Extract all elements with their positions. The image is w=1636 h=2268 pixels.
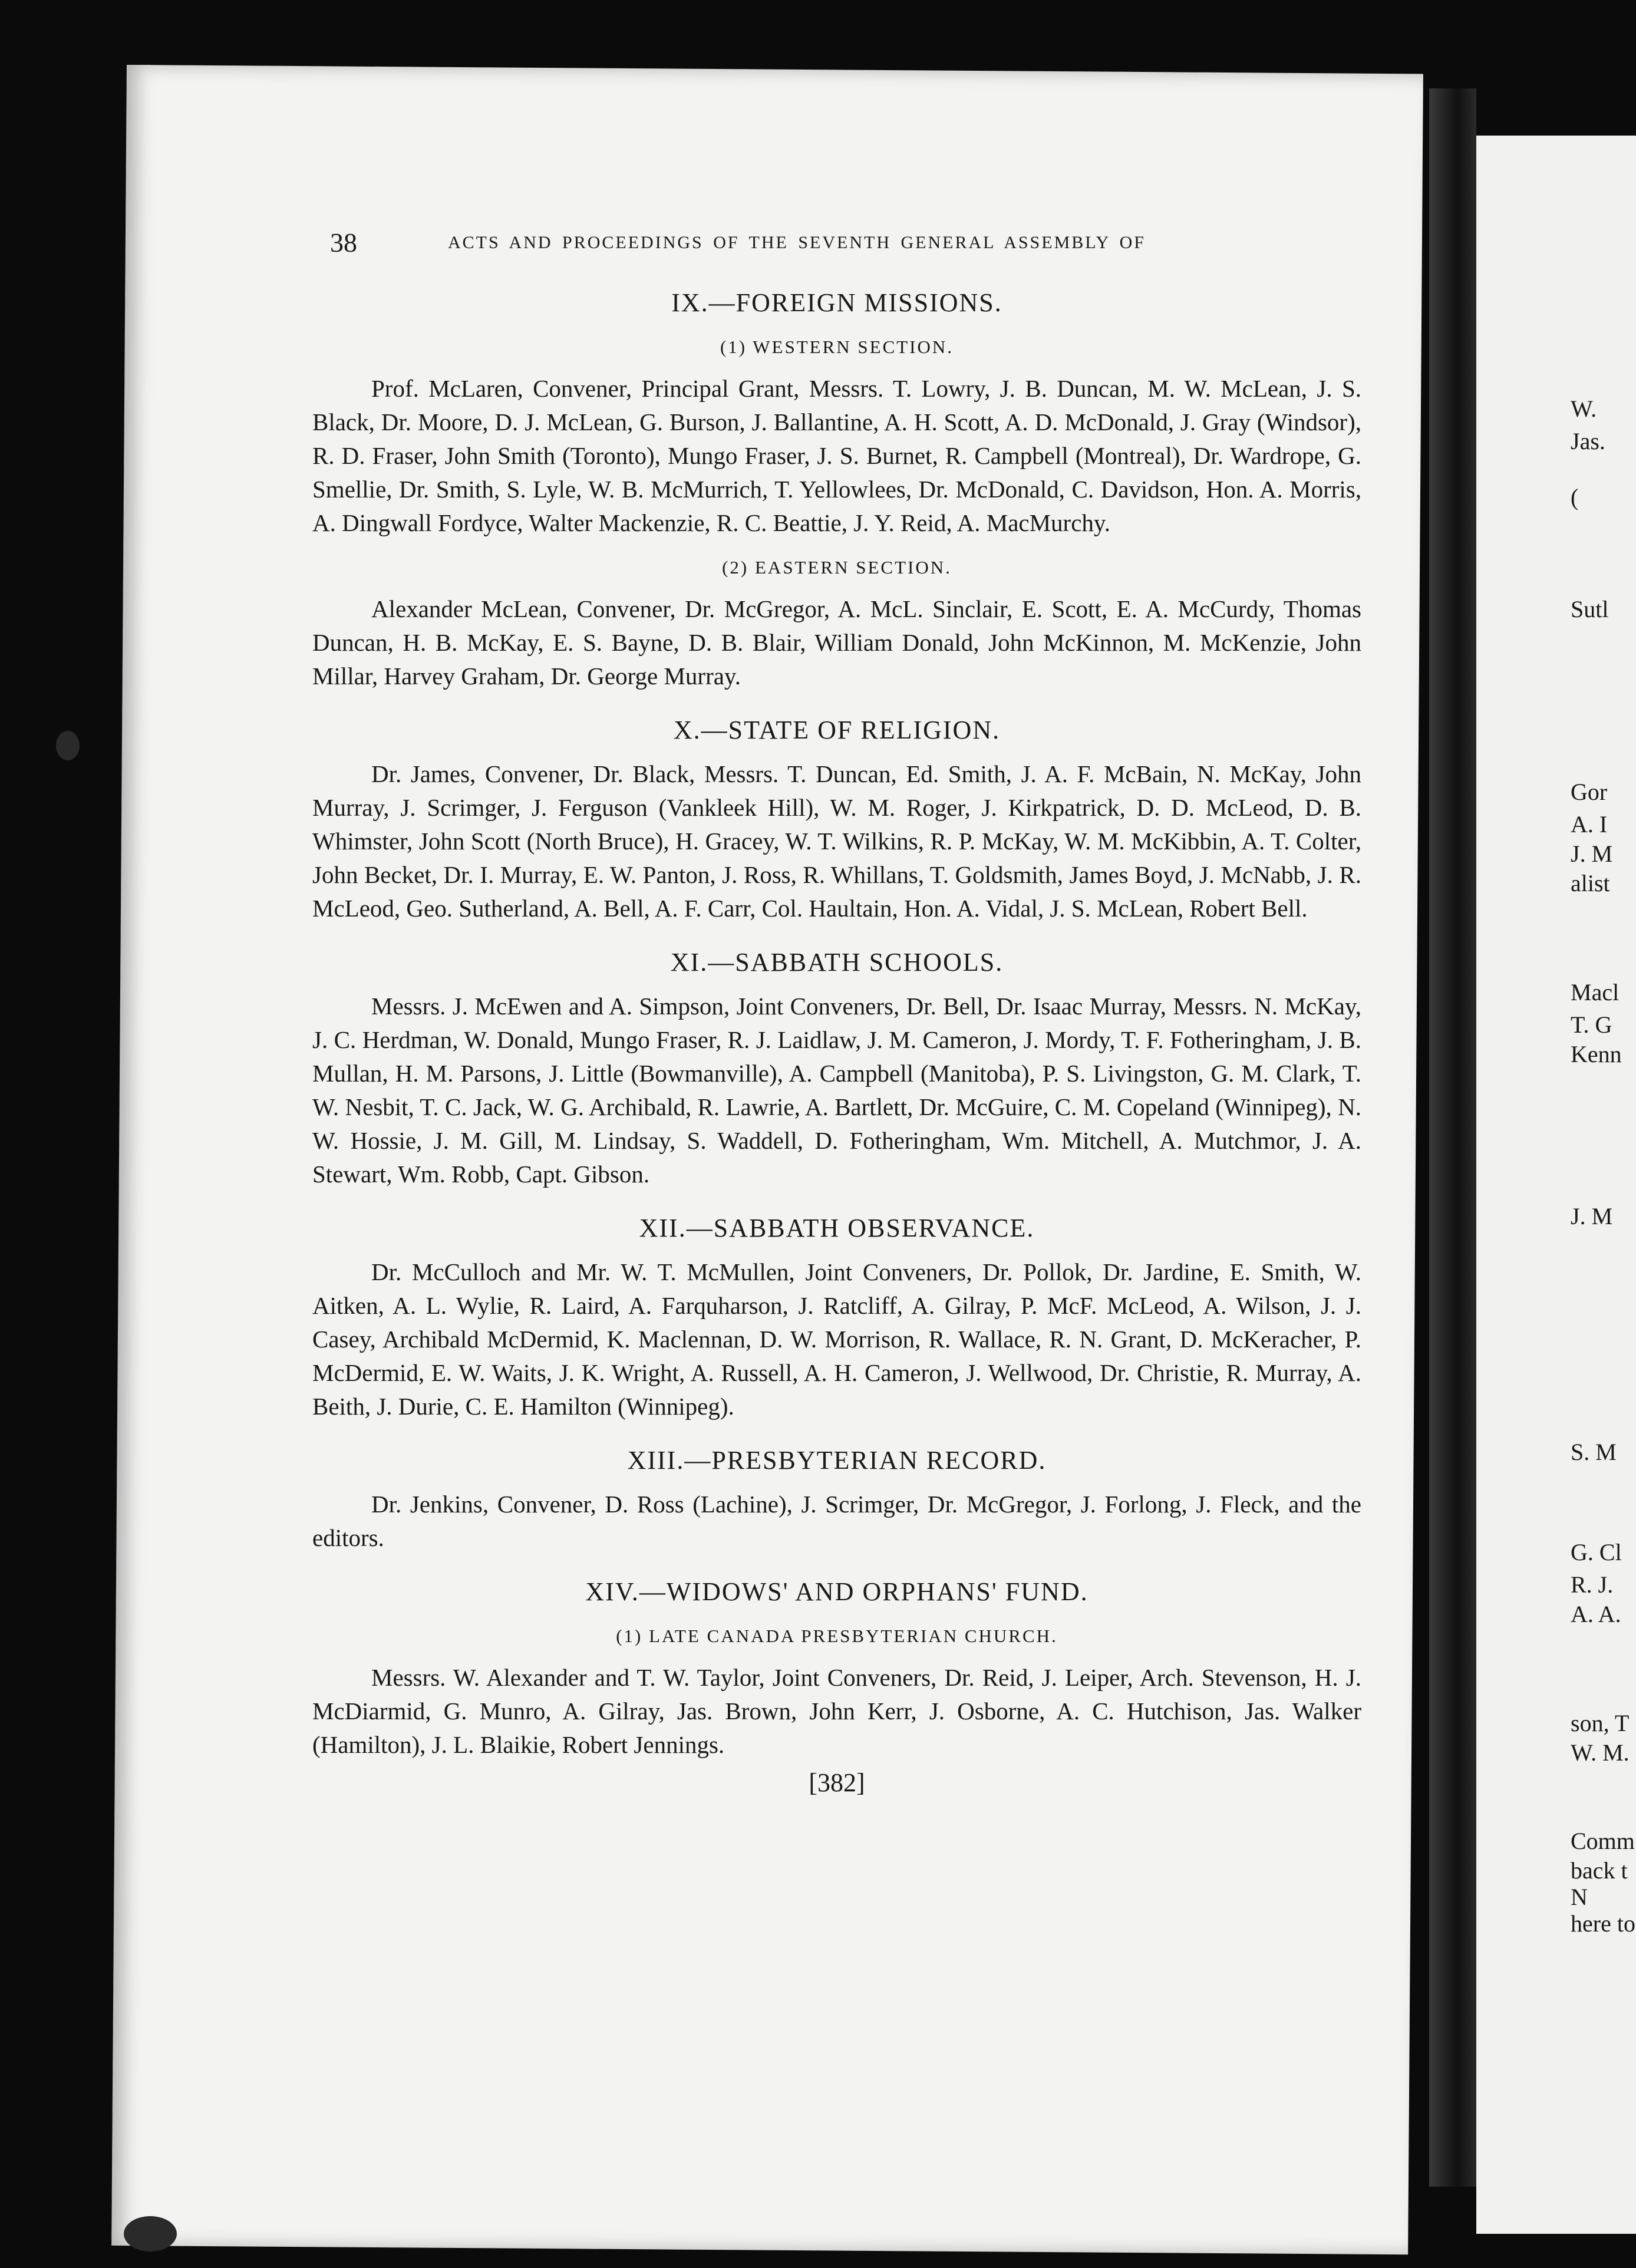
right-page-text: Kenn <box>1571 1041 1622 1067</box>
book-gutter <box>1429 88 1476 2187</box>
section-title: X.—STATE OF RELIGION. <box>673 716 1001 744</box>
section-title: XI.—SABBATH SCHOOLS. <box>670 948 1004 977</box>
running-head <box>312 227 1361 262</box>
member-list: Messrs. J. McEwen and A. Simpson, Joint Conveners, Dr. Bell, Dr. Isaac Murray, Messrs. N. McKay, J. C. Herdman, W. Donald, Mungo Fraser, R. J. Laidlaw, J. M. Cameron, J. Mordy, T. F. Fotheringham, J. B. Mullan, H. M. Parsons, J. Little (Bowmanville), A. Campbell (Manitoba), P. S. Livingston, G. M. Clark, T. W. Nesbit, T. C. Jack, W. G. Archibald, R. Lawrie, A. Bartlett, Dr. McGuire, C. M. Copeland (Winnipeg), N. W. Hossie, J. M. Gill, M. Lindsay, S. Waddell, D. Fotheringham, Wm. Mitchell, A. Mutchmor, J. A. Stewart, Wm. Robb, Capt. Gibson. <box>312 993 1361 1188</box>
section-title: XIV.—WIDOWS' AND ORPHANS' FUND. <box>585 1577 1089 1606</box>
right-page-text: here to <box>1571 1910 1635 1937</box>
member-list: Messrs. W. Alexander and T. W. Taylor, Joint Conveners, Dr. Reid, J. Leiper, Arch. Stevenson, H. J. McDiarmid, G. Munro, A. Gilray, Jas. Brown, John Kerr, J. Osborne, A. C. Hutchison, Jas. Walker (Hamilton), J. L. Blaikie, Robert Jennings. <box>312 1664 1361 1758</box>
right-page-text: W. M. <box>1571 1739 1630 1766</box>
ink-smudge <box>124 2216 177 2251</box>
right-page-text: G. Cl <box>1571 1539 1622 1565</box>
right-page-text: N <box>1571 1884 1588 1910</box>
subsection-title: (2) EASTERN SECTION. <box>722 557 952 578</box>
right-page-text: Comm <box>1571 1828 1635 1854</box>
right-page-text: Jas. <box>1571 428 1605 454</box>
member-list: Dr. Jenkins, Convener, D. Ross (Lachine), J. Scrimger, Dr. McGregor, J. Forlong, J. Fleck, and the editors. <box>312 1491 1361 1551</box>
right-page-text: J. M <box>1571 1203 1613 1229</box>
right-page-text: Gor <box>1571 779 1608 805</box>
running-title: ACTS AND PROCEEDINGS OF THE SEVENTH GENERAL ASSEMBLY OF <box>448 233 1146 252</box>
right-page-text: back t <box>1571 1857 1628 1884</box>
subsection-title: (1) WESTERN SECTION. <box>720 337 954 357</box>
member-list: Dr. McCulloch and Mr. W. T. McMullen, Joint Conveners, Dr. Pollok, Dr. Jardine, E. Smith, W. Aitken, A. L. Wylie, R. Laird, A. Farquharson, J. Ratcliff, A. Gilray, P. McF. McLeod, A. Wilson, J. J. Casey, Archibald McDermid, K. Maclennan, D. W. Morrison, R. Wallace, R. N. Grant, D. McKeracher, P. McDermid, E. W. Waits, J. K. Wright, A. Russell, A. H. Cameron, J. Wellwood, Dr. Christie, R. Murray, A. Beith, J. Durie, C. E. Hamilton (Winnipeg). <box>312 1258 1361 1420</box>
right-page-text: J. M <box>1571 840 1613 867</box>
section-title: XIII.—PRESBYTERIAN RECORD. <box>627 1446 1047 1475</box>
section-title: XII.—SABBATH OBSERVANCE. <box>639 1214 1035 1242</box>
right-page-text: Sutl <box>1571 596 1609 622</box>
right-page-text: W. <box>1571 395 1597 422</box>
right-page-text: Macl <box>1571 979 1619 1006</box>
page-number: 38 <box>330 228 357 258</box>
right-page-text: A. A. <box>1571 1601 1621 1627</box>
member-list: Prof. McLaren, Convener, Principal Grant, Messrs. T. Lowry, J. B. Duncan, M. W. McLean, J. S. Black, Dr. Moore, D. J. McLean, G. Burson, J. Ballantine, A. H. Scott, A. D. McDonald, J. Gray (Windsor), R. D. Fraser, John Smith (Toronto), Mungo Fraser, J. S. Burnet, R. Campbell (Montreal), Dr. Wardrope, G. Smellie, Dr. Smith, S. Lyle, W. B. McMurrich, T. Yellowlees, Dr. McDonald, C. Davidson, Hon. A. Morris, A. Dingwall Fordyce, Walter Mackenzie, R. C. Beattie, J. Y. Reid, A. MacMurchy. <box>312 375 1361 536</box>
committee-list <box>312 286 1361 1762</box>
right-page-text: T. G <box>1571 1011 1612 1038</box>
right-page-text: son, T <box>1571 1710 1630 1736</box>
right-page-text: R. J. <box>1571 1571 1614 1598</box>
right-page-text: S. M <box>1571 1439 1617 1465</box>
subsection-title: (1) LATE CANADA PRESBYTERIAN CHURCH. <box>616 1626 1058 1646</box>
right-page-text: A. I <box>1571 811 1608 838</box>
ink-smudge <box>56 731 80 760</box>
member-list: Alexander McLean, Convener, Dr. McGregor, A. McL. Sinclair, E. Scott, E. A. McCurdy, Thomas Duncan, H. B. McKay, E. S. Bayne, D. B. Blair, William Donald, John McKinnon, M. McKenzie, John Millar, Harvey Graham, Dr. George Murray. <box>312 595 1361 690</box>
right-page-fragment <box>1476 136 1636 2234</box>
section-title: IX.—FOREIGN MISSIONS. <box>671 288 1002 317</box>
folio: [382] <box>809 1768 865 1797</box>
right-page-text: ( <box>1571 484 1579 510</box>
page-content <box>312 227 1361 1798</box>
right-page-text: alist <box>1571 870 1610 896</box>
member-list: Dr. James, Convener, Dr. Black, Messrs. T. Duncan, Ed. Smith, J. A. F. McBain, N. McKay, John Murray, J. Scrimger, J. Ferguson (Vankleek Hill), W. M. Roger, J. Kirkpatrick, D. D. McLeod, D. B. Whimster, John Scott (North Bruce), H. Gracey, W. T. Wilkins, R. P. McKay, W. M. McKibbin, A. T. Colter, John Becket, Dr. I. Murray, E. W. Panton, J. Ross, R. Whillans, T. Goldsmith, James Boyd, J. McNabb, J. R. McLeod, Geo. Sutherland, A. Bell, A. F. Carr, Col. Haultain, Hon. A. Vidal, J. S. McLean, Robert Bell. <box>312 760 1361 922</box>
